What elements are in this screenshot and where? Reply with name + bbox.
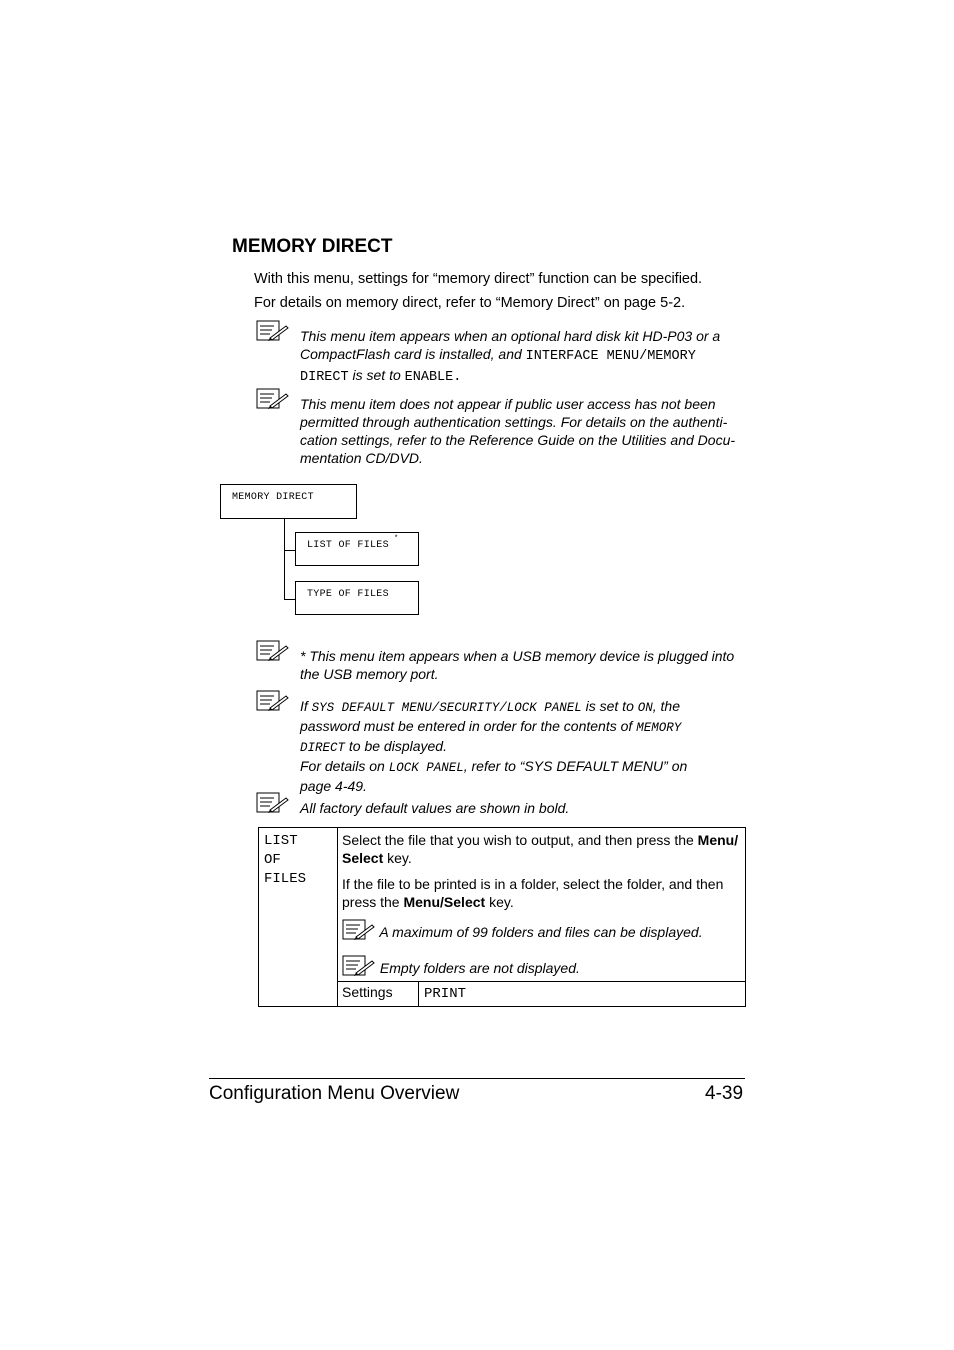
diagram-connector [284,599,295,600]
intro-line-2: For details on memory direct, refer to “Memory Direct” on page 5-2. [254,295,686,311]
note-defaults-bold: All factory default values are shown in bold. [300,800,570,816]
description-para-1: Select the file that you wish to output, and then press the Menu/ Select key. [342,832,739,866]
footnote-mark: * [394,535,399,543]
diagram-root-memory-direct: MEMORY DIRECT [220,484,357,519]
description-para-2: If the file to be printed is in a folder, select the folder, and then press the Menu/Select key. [342,876,724,910]
note-lock-panel: If SYS DEFAULT MENU/SECURITY/LOCK PANEL is set to ON, the password must be entered in order for the contents of MEMORY DIRECT to be displayed. For details on LOCK PANEL, refer to “SYS DEFAULT MENU” on page 4-49. [300,698,688,794]
footer-page-number: 4-39 [705,1083,744,1104]
footer-rule [209,1078,745,1079]
note-icon [256,388,290,410]
table-note-empty-folders: Empty folders are not displayed. [342,955,741,977]
intro-line-1: With this menu, settings for “memory direct” function can be specified. [254,271,703,287]
menu-item-cell [259,828,338,1007]
note-hdd-requirement: This menu item appears when an optional hard disk kit HD-P03 or a CompactFlash card is installed, and INTERFACE MENU/MEMORY DIRECT is set to ENABLE. [300,328,721,385]
menu-settings-table [258,827,746,1007]
section-heading: MEMORY DIRECT [232,236,393,257]
note-icon [256,320,290,342]
note-usb-device: * This menu item appears when a USB memory device is plugged into the USB memory port. [300,648,735,682]
diagram-item-type-of-files: TYPE OF FILES [295,581,419,615]
table-row [259,828,746,982]
menu-item-name: LIST OF FILES [264,833,307,887]
note-icon [256,640,290,662]
note-icon [256,690,290,712]
note-icon [256,792,290,814]
note-icon [342,919,376,941]
diagram-item-list-of-files: LIST OF FILES * [295,532,419,566]
footer-chapter-title: Configuration Menu Overview [209,1083,460,1104]
settings-value: PRINT [419,982,746,1007]
table-note-max-files: A maximum of 99 folders and files can be displayed. [342,919,741,941]
diagram-connector [284,550,295,551]
description-cell [338,828,746,982]
note-icon [342,955,376,977]
note-public-access: This menu item does not appear if public user access has not been permitted through authentication settings. For details on the authenti- cation settings, refer to the Reference Guide on the Utilities and Docu- mentation CD/DVD. [300,396,736,466]
diagram-connector [284,518,285,600]
settings-label: Settings [338,982,419,1007]
